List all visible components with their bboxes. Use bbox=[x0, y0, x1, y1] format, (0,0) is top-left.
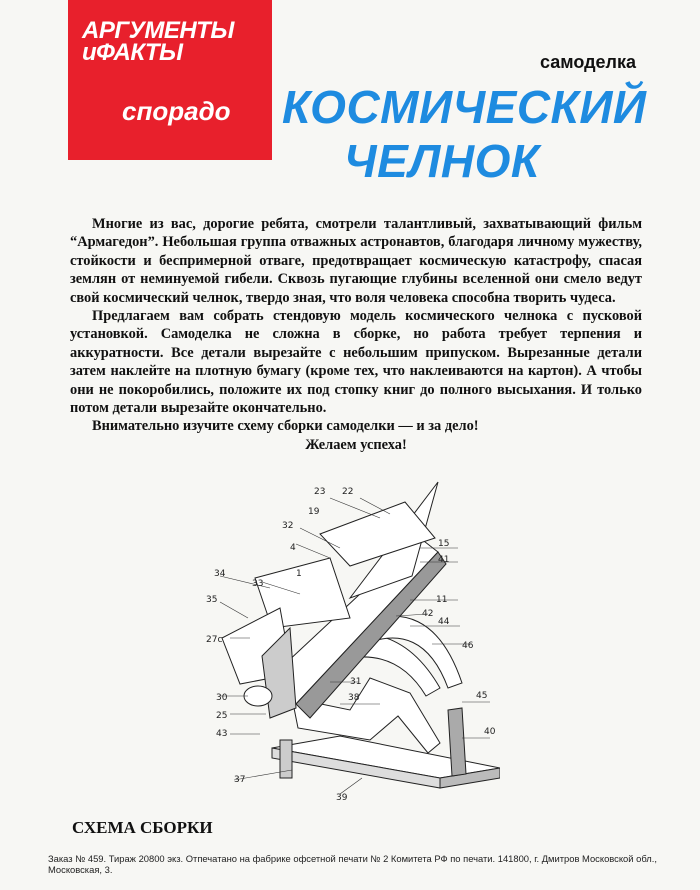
part-label: 1 bbox=[296, 569, 302, 579]
part-label: 45 bbox=[476, 691, 488, 701]
part-label: 19 bbox=[308, 507, 320, 517]
part-label: 46 bbox=[462, 641, 474, 651]
part-label: 22 bbox=[342, 487, 354, 497]
part-label: 44 bbox=[438, 617, 450, 627]
part-label: 32 bbox=[282, 521, 294, 531]
title-line-2: ЧЕЛНОК bbox=[344, 135, 540, 187]
title-line-1: КОСМИЧЕСКИЙ bbox=[282, 81, 647, 133]
part-label: 15 bbox=[438, 539, 450, 549]
part-label: 39 bbox=[336, 793, 348, 803]
brand-logo-text: АРГУМЕНТЫ иФАКТЫ bbox=[82, 17, 234, 66]
part-label: 41 bbox=[438, 555, 450, 565]
part-label: 33 bbox=[252, 579, 264, 589]
part-label: 40 bbox=[484, 727, 496, 737]
part-label: 42 bbox=[422, 609, 434, 619]
rubric-label: самоделка bbox=[540, 52, 636, 72]
part-label: 35 bbox=[206, 595, 218, 605]
paragraph-3: Внимательно изучите схему сборки самоделки — и за дело! bbox=[92, 418, 479, 435]
part-label: 37 bbox=[234, 775, 246, 785]
part-label: 4 bbox=[290, 543, 296, 553]
print-info-footer: Заказ № 459. Тираж 20800 экз. Отпечатано на фабрике офсетной печати № 2 Комитета РФ по печати. 141800, г. Дмитров Московской обл., Московская, 3. bbox=[48, 853, 657, 875]
supplement-logo: спорадо bbox=[122, 96, 231, 126]
part-label: 34 bbox=[214, 569, 226, 579]
page-title bbox=[282, 80, 647, 188]
part-label: 11 bbox=[436, 595, 448, 605]
assembly-diagram bbox=[200, 478, 500, 808]
article-body bbox=[70, 215, 642, 454]
part-label: 30 bbox=[216, 693, 228, 703]
paragraph-2: Предлагаем вам собрать стендовую модель космического челнока с пусковой установкой. Самоделка не сложна в сборке, но работа требует терпения и аккуратности. Все детали вырезайте с небольшим припуском. Вырезанные детали затем наклейте на плотную бумагу (кроме тех, что наклеиваются на картон). А чтобы они не покоробились, положите их под стопку книг до полного высыхания. И только потом детали вырезайте окончательно. bbox=[70, 308, 642, 417]
paragraph-1: Многие из вас, дорогие ребята, смотрели талантливый, захватывающий фильм “Армагедон”. Небольшая группа отважных астронавтов, благодаря личному мужеству, стойкости и беспримерной отваге, предотвращает космическую катастрофу, спасая землян от неминуемой гибели. Сквозь пугающие глубины вселенной они смело ведут свой космический челнок, твердо зная, что воля человека способна творить чудеса. bbox=[70, 216, 642, 306]
diagram-caption: СХЕМА СБОРКИ bbox=[72, 818, 213, 837]
part-label: 23 bbox=[314, 487, 326, 497]
part-label: 27с bbox=[206, 635, 223, 645]
part-label: 31 bbox=[350, 677, 362, 687]
part-label: 43 bbox=[216, 729, 228, 739]
closing-line: Желаем успеха! bbox=[305, 436, 407, 453]
newspaper-logo bbox=[68, 0, 272, 160]
part-label: 25 bbox=[216, 711, 228, 721]
part-label: 38 bbox=[348, 693, 360, 703]
